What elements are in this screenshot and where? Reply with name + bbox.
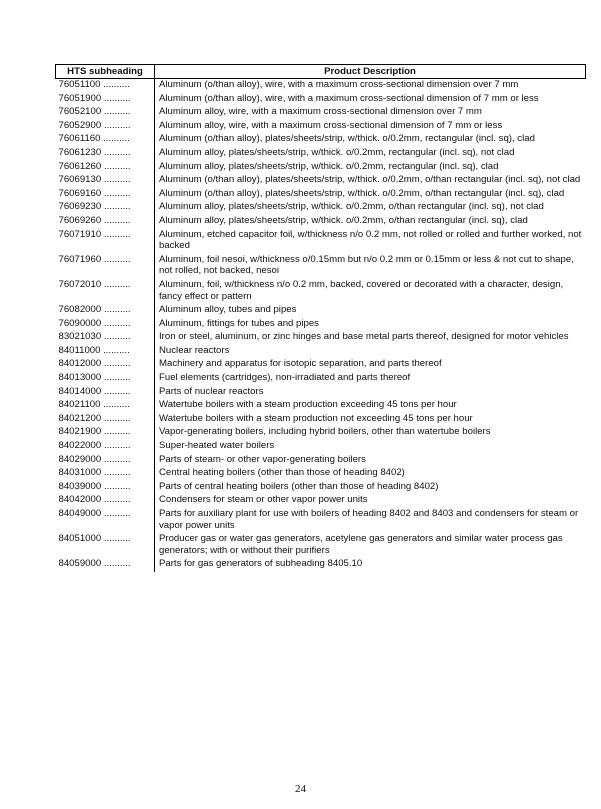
hts-code: 76072010 .......... <box>56 279 155 304</box>
hts-code: 84029000 .......... <box>56 454 155 468</box>
table-row <box>56 174 586 188</box>
hts-table <box>55 64 586 572</box>
hts-code: 84021900 .......... <box>56 426 155 440</box>
table-row <box>56 254 586 279</box>
hts-code: 76061160 .......... <box>56 133 155 147</box>
product-description: Aluminum (o/than alloy), plates/sheets/strip, w/thick. o/0.2mm, rectangular (incl. sq), clad <box>159 133 535 145</box>
table-row <box>56 120 586 134</box>
table-row <box>56 147 586 161</box>
product-description: Parts of steam- or other vapor-generating boilers <box>159 453 366 465</box>
table-row <box>56 188 586 202</box>
table-row <box>56 161 586 175</box>
hts-subheading-header: HTS subheading <box>56 65 155 79</box>
product-description: Fuel elements (cartridges), non-irradiated and parts thereof <box>159 372 411 384</box>
hts-code: 76071960 .......... <box>56 254 155 279</box>
product-description: Parts of nuclear reactors <box>159 385 264 397</box>
hts-code: 76052100 .......... <box>56 106 155 120</box>
hts-code: 76090000 .......... <box>56 318 155 332</box>
product-description: Watertube boilers with a steam production not exceeding 45 tons per hour <box>159 412 473 424</box>
product-description: Aluminum (o/than alloy), wire, with a maximum cross-sectional dimension over 7 mm <box>159 79 519 90</box>
hts-code: 84049000 .......... <box>56 508 155 533</box>
hts-code: 84051000 .......... <box>56 533 155 558</box>
table-row <box>56 440 586 454</box>
hts-code: 76061260 .......... <box>56 161 155 175</box>
product-description: Aluminum alloy, plates/sheets/strip, w/thick. o/0.2mm, rectangular (incl. sq), not clad <box>159 146 515 158</box>
product-description: Condensers for steam or other vapor power units <box>159 494 368 506</box>
product-description: Producer gas or water gas generators, acetylene gas generators and similar water process gas generators; with or without their purifiers <box>159 533 563 556</box>
product-description: Aluminum alloy, wire, with a maximum cross-sectional dimension of 7 mm or less <box>159 119 503 131</box>
table-row <box>56 229 586 254</box>
product-description: Aluminum alloy, plates/sheets/strip, w/thick. o/0.2mm, o/than rectangular (incl. sq), clad <box>159 214 528 226</box>
hts-code: 76069130 .......... <box>56 174 155 188</box>
product-description: Central heating boilers (other than those of heading 8402) <box>159 467 405 479</box>
hts-code: 76082000 .......... <box>56 304 155 318</box>
hts-table-container <box>55 64 585 572</box>
table-row <box>56 533 586 558</box>
product-description: Aluminum, fittings for tubes and pipes <box>159 317 319 329</box>
hts-code: 76069160 .......... <box>56 188 155 202</box>
product-description: Parts for auxiliary plant for use with boilers of heading 8402 and 8403 and condensers for steam or vapor power units <box>159 508 579 531</box>
table-row <box>56 345 586 359</box>
table-row <box>56 467 586 481</box>
hts-code: 84014000 .......... <box>56 386 155 400</box>
product-description: Aluminum (o/than alloy), wire, with a maximum cross-sectional dimension of 7 mm or less <box>159 92 539 104</box>
product-description: Iron or steel, aluminum, or zinc hinges and base metal parts thereof, designed for motor vehicles <box>159 331 569 343</box>
product-description: Vapor-generating boilers, including hybrid boilers, other than watertube boilers <box>159 426 491 438</box>
product-description: Aluminum, foil nesoi, w/thickness o/0.15mm but n/o 0.2 mm or 0.15mm or less & not cut to shape, not rolled, not backed, nesoi <box>159 253 574 277</box>
product-description: Nuclear reactors <box>159 344 230 356</box>
hts-code: 76061230 .......... <box>56 147 155 161</box>
hts-code: 84022000 .......... <box>56 440 155 454</box>
hts-code: 76052900 .......... <box>56 120 155 134</box>
table-body <box>56 79 586 572</box>
product-description: Aluminum (o/than alloy), plates/sheets/strip, w/thick. o/0.2mm, o/than rectangular (incl. sq), not clad <box>159 174 581 186</box>
hts-code: 84021200 .......... <box>56 413 155 427</box>
table-row <box>56 279 586 304</box>
table-row <box>56 133 586 147</box>
product-description: Aluminum, foil, w/thickness n/o 0.2 mm, backed, covered or decorated with a character, design, fancy effect or pattern <box>159 278 564 302</box>
table-row <box>56 413 586 427</box>
product-description: Super-heated water boilers <box>159 440 275 452</box>
table-row <box>56 481 586 495</box>
hts-code: 84011000 .......... <box>56 345 155 359</box>
page-number: 24 <box>295 783 306 795</box>
hts-code: 84042000 .......... <box>56 494 155 508</box>
product-description-header: Product Description <box>155 65 586 79</box>
table-header-row <box>56 65 586 79</box>
table-row <box>56 304 586 318</box>
hts-code: 84059000 .......... <box>56 558 155 572</box>
hts-code: 76051900 .......... <box>56 93 155 107</box>
hts-code: 84039000 .......... <box>56 481 155 495</box>
table-row <box>56 106 586 120</box>
product-description: Parts of central heating boilers (other than those of heading 8402) <box>159 480 439 492</box>
table-row <box>56 399 586 413</box>
product-description: Aluminum, etched capacitor foil, w/thickness n/o 0.2 mm, not rolled or rolled and further worked, not backed <box>159 228 582 252</box>
hts-code: 83021030 .......... <box>56 331 155 345</box>
table-row <box>56 79 586 93</box>
table-row <box>56 93 586 107</box>
table-row <box>56 215 586 229</box>
hts-code: 76069260 .......... <box>56 215 155 229</box>
table-row <box>56 201 586 215</box>
product-description: Machinery and apparatus for isotopic separation, and parts thereof <box>159 358 442 370</box>
product-description: Aluminum (o/than alloy), plates/sheets/strip, w/thick. o/0.2mm, o/than rectangular (incl. sq), clad <box>159 187 565 199</box>
table-row <box>56 318 586 332</box>
hts-code: 76069230 .......... <box>56 201 155 215</box>
product-description: Aluminum alloy, plates/sheets/strip, w/thick. o/0.2mm, o/than rectangular (incl. sq), not clad <box>159 201 544 213</box>
product-description: Watertube boilers with a steam production exceeding 45 tons per hour <box>159 399 457 411</box>
product-description: Aluminum alloy, plates/sheets/strip, w/thick. o/0.2mm, rectangular (incl. sq), clad <box>159 160 499 172</box>
table-row <box>56 386 586 400</box>
table-row <box>56 372 586 386</box>
table-row <box>56 426 586 440</box>
table-row <box>56 358 586 372</box>
hts-code: 84031000 .......... <box>56 467 155 481</box>
product-description: Aluminum alloy, wire, with a maximum cross-sectional dimension over 7 mm <box>159 106 482 118</box>
table-row <box>56 331 586 345</box>
table-row <box>56 558 586 572</box>
table-row <box>56 508 586 533</box>
hts-code: 84012000 .......... <box>56 358 155 372</box>
hts-code: 84021100 .......... <box>56 399 155 413</box>
hts-code: 76051100 .......... <box>56 79 155 93</box>
table-row <box>56 454 586 468</box>
product-description: Parts for gas generators of subheading 8405.10 <box>159 558 363 570</box>
hts-code: 76071910 .......... <box>56 229 155 254</box>
hts-code: 84013000 .......... <box>56 372 155 386</box>
product-description: Aluminum alloy, tubes and pipes <box>159 304 297 316</box>
table-row <box>56 494 586 508</box>
